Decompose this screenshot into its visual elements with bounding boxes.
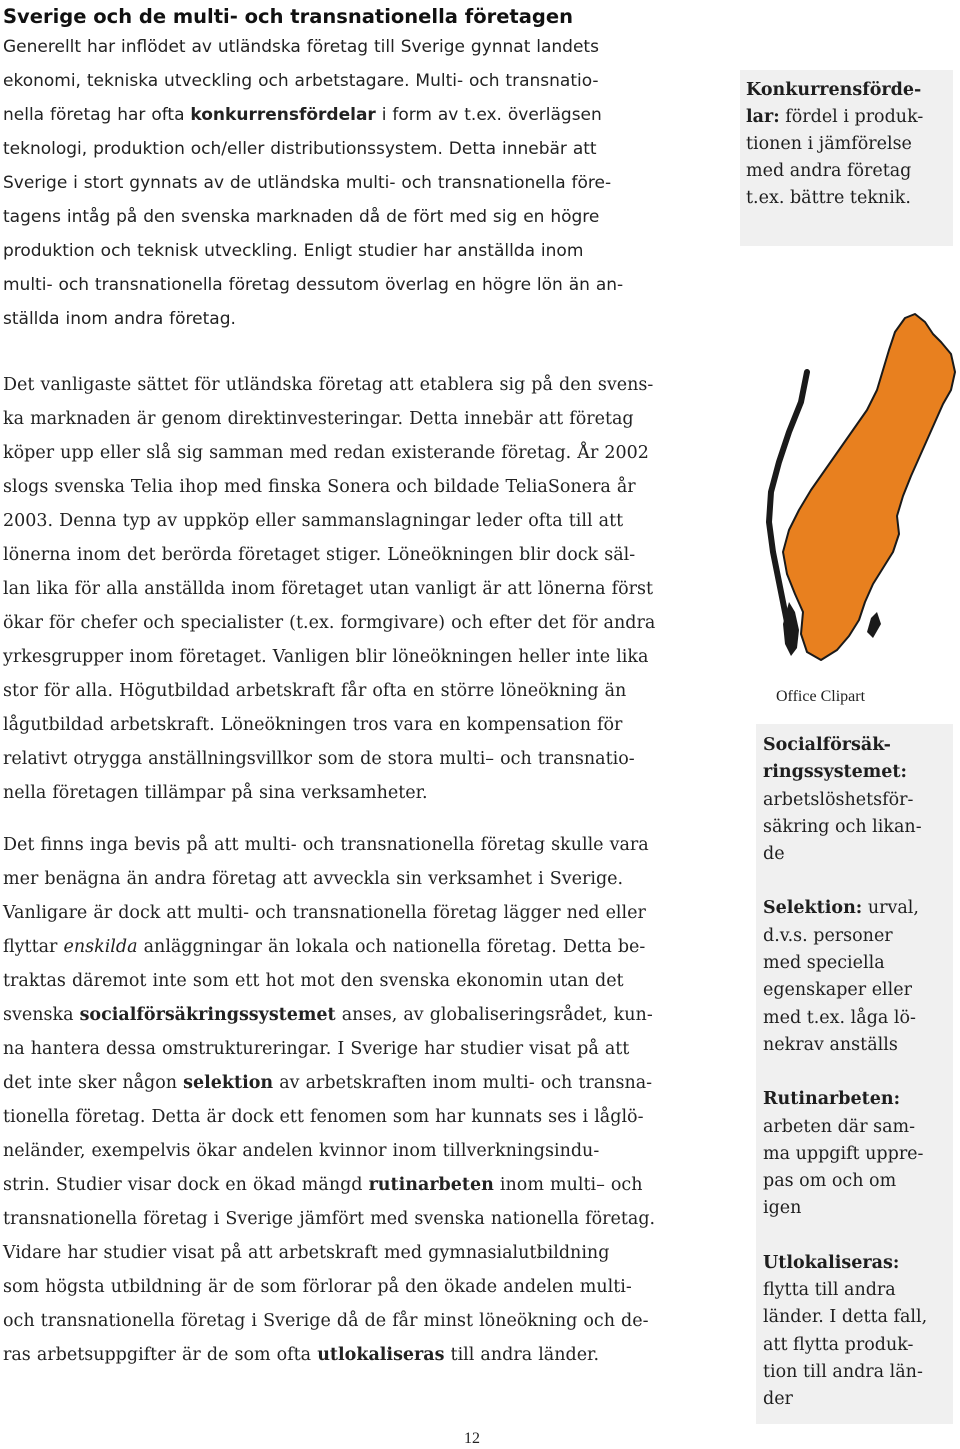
glossary-definition: med t.ex. låga lö- — [763, 1007, 916, 1028]
text-line: transnationella företag i Sverige jämfört med svenska nationella företag. — [3, 1209, 656, 1229]
text-line: Generellt har inflödet av utländska företag till Sverige gynnat landets — [3, 37, 599, 57]
page-title: Sverige och de multi- och transnationella företagen — [3, 5, 573, 28]
text-line: yrkesgrupper inom företaget. Vanligen blir löneökningen heller inte lika — [3, 647, 649, 667]
sweden-mainland-shape — [783, 314, 955, 660]
text-line: slogs svenska Telia ihop med finska Sonera och bildade TeliaSonera år — [3, 477, 636, 497]
text-line — [3, 98, 713, 132]
text-line: Det vanligaste sättet för utländska företag att etablera sig på den svens- — [3, 375, 654, 395]
text-line: tionella företag. Detta är dock ett fenomen som har kunnats ses i låglö- — [3, 1107, 644, 1127]
glossary-definition: länder. I detta fall, — [763, 1307, 928, 1328]
glossary-definition: arbetslöshetsför- — [763, 789, 914, 810]
paragraph-1 — [3, 30, 713, 336]
map-caption: Office Clipart — [776, 688, 866, 705]
text-line: Det finns inga bevis på att multi- och transnationella företag skulle vara — [3, 835, 649, 855]
emphasis-enskilda: enskilda — [63, 937, 138, 957]
paragraph-2 — [3, 368, 713, 810]
text-line: 2003. Denna typ av uppköp eller sammanslagningar leder ofta till att — [3, 511, 624, 531]
glossary-box-konkurrensfordelar — [740, 70, 953, 246]
key-term-konkurrensfordelar: konkurrensfördelar — [190, 105, 376, 125]
paragraph-3 — [3, 828, 713, 1372]
glossary-definition: igen — [763, 1198, 802, 1219]
sweden-map-illustration — [755, 312, 960, 680]
glossary-definition: att flytta produk- — [763, 1334, 914, 1355]
text-line: traktas däremot inte som ett hot mot den svenska ekonomin utan det — [3, 971, 624, 991]
glossary-definition: d.v.s. personer — [763, 925, 893, 946]
glossary-definition: pas om och om — [763, 1171, 897, 1192]
text-line: lönerna inom det berörda företaget stiger. Löneökningen blir dock säl- — [3, 545, 636, 565]
text-run: i form av t.ex. överlägsen — [375, 105, 602, 125]
glossary-definition: med andra företag — [746, 161, 912, 181]
text-line — [3, 998, 713, 1032]
glossary-term: Selektion: — [763, 898, 863, 919]
glossary-term: ringssystemet: — [763, 762, 907, 783]
glossary-definition: egenskaper eller — [763, 980, 912, 1001]
text-line: lågutbildad arbetskraft. Löneökningen tros vara en kompensation för — [3, 715, 623, 735]
glossary-definition: arbeten där sam- — [763, 1116, 916, 1137]
text-line: neländer, exempelvis ökar andelen kvinnor inom tillverkningsindu- — [3, 1141, 600, 1161]
glossary-definition: tionen i jämförelse — [746, 134, 912, 154]
text-line: mer benägna än andra företag att avveckla sin verksamhet i Sverige. — [3, 869, 624, 889]
glossary-definition: ma uppgift uppre- — [763, 1143, 924, 1164]
glossary-term: Utlokaliseras: — [763, 1252, 900, 1273]
glossary-definition: t.ex. bättre teknik. — [746, 188, 911, 208]
text-line: Vanligare är dock att multi- och transnationella företag lägger ned eller — [3, 903, 646, 923]
text-run: anläggningar än lokala och nationella företag. Detta be- — [137, 937, 646, 957]
text-run: anses, av globaliseringsrådet, kun- — [335, 1005, 653, 1025]
text-run: strin. Studier visar dock en ökad mängd — [3, 1175, 369, 1195]
text-line — [3, 1168, 713, 1202]
text-line: stor för alla. Högutbildad arbetskraft får ofta en större löneökning än — [3, 681, 627, 701]
glossary-box-definitions — [756, 724, 953, 1424]
text-line: teknologi, produktion och/eller distributionssystem. Detta innebär att — [3, 139, 597, 159]
text-line: lan lika för alla anställda inom företaget utan vanligt är att lönerna först — [3, 579, 654, 599]
text-line: na hantera dessa omstruktureringar. I Sverige har studier visat på att — [3, 1039, 630, 1059]
spacer — [763, 1059, 947, 1086]
spacer — [763, 868, 947, 895]
text-line — [3, 1338, 713, 1372]
glossary-line — [763, 895, 947, 922]
text-line: produktion och teknisk utveckling. Enligt studier har anställda inom — [3, 241, 584, 261]
text-line: ställda inom andra företag. — [3, 309, 236, 329]
glossary-term: lar: — [746, 107, 780, 127]
text-line: multi- och transnationella företag dessutom överlag en högre lön än an- — [3, 275, 624, 295]
island-oland — [867, 612, 881, 638]
text-line: ekonomi, tekniska utveckling och arbetstagare. Multi- och transnatio- — [3, 71, 599, 91]
text-line: tagens intåg på den svenska marknaden då de fört med sig en högre — [3, 207, 600, 227]
glossary-line — [746, 104, 949, 131]
glossary-definition: nekrav anställs — [763, 1034, 898, 1055]
glossary-term: Konkurrensförde- — [746, 80, 922, 100]
key-term-utlokaliseras: utlokaliseras — [317, 1345, 445, 1365]
text-line: som högsta utbildning är de som förlorar på den ökade andelen multi- — [3, 1277, 632, 1297]
text-line — [3, 1066, 713, 1100]
key-term-rutinarbeten: rutinarbeten — [368, 1175, 494, 1195]
glossary-definition: urval, — [862, 898, 919, 919]
text-run: det inte sker någon — [3, 1073, 184, 1093]
glossary-term: Socialförsäk- — [763, 735, 891, 755]
text-line: köper upp eller slå sig samman med redan existerande företag. År 2002 — [3, 443, 649, 463]
glossary-definition: der — [763, 1389, 793, 1410]
text-line: Vidare har studier visat på att arbetskraft med gymnasialutbildning — [3, 1243, 610, 1263]
glossary-definition: säkring och likan- — [763, 816, 922, 837]
glossary-definition: flytta till andra — [763, 1280, 896, 1301]
glossary-definition: med speciella — [763, 953, 885, 974]
text-run: nella företag har ofta — [3, 105, 191, 125]
key-term-socialforsakringssystemet: socialförsäkringssystemet — [79, 1005, 336, 1025]
spacer — [763, 1223, 947, 1250]
text-line: Sverige i stort gynnats av de utländska multi- och transnationella före- — [3, 173, 612, 193]
text-line: ka marknaden är genom direktinvesteringar. Detta innebär att företag — [3, 409, 634, 429]
text-line: ökar för chefer och specialister (t.ex. formgivare) och efter det för andra — [3, 613, 656, 633]
text-line: relativt otrygga anställningsvillkor som de stora multi– och transnatio- — [3, 749, 635, 769]
page-number: 12 — [464, 1430, 480, 1447]
text-run: svenska — [3, 1005, 80, 1025]
text-run: av arbetskraften inom multi- och transna- — [273, 1073, 653, 1093]
text-line — [3, 930, 713, 964]
text-line: nella företagen tillämpar på sina verksamheter. — [3, 783, 428, 803]
glossary-definition: de — [763, 844, 785, 865]
key-term-selektion: selektion — [183, 1073, 274, 1093]
text-line: och transnationella företag i Sverige då de får minst löneökning och de- — [3, 1311, 649, 1331]
text-run: till andra länder. — [444, 1345, 600, 1365]
glossary-definition: fördel i produk- — [779, 107, 924, 127]
glossary-definition: tion till andra län- — [763, 1361, 923, 1382]
text-run: ras arbetsuppgifter är de som ofta — [3, 1345, 318, 1365]
text-run: flyttar — [3, 937, 64, 957]
text-run: inom multi– och — [493, 1175, 643, 1195]
glossary-term: Rutinarbeten: — [763, 1089, 901, 1110]
